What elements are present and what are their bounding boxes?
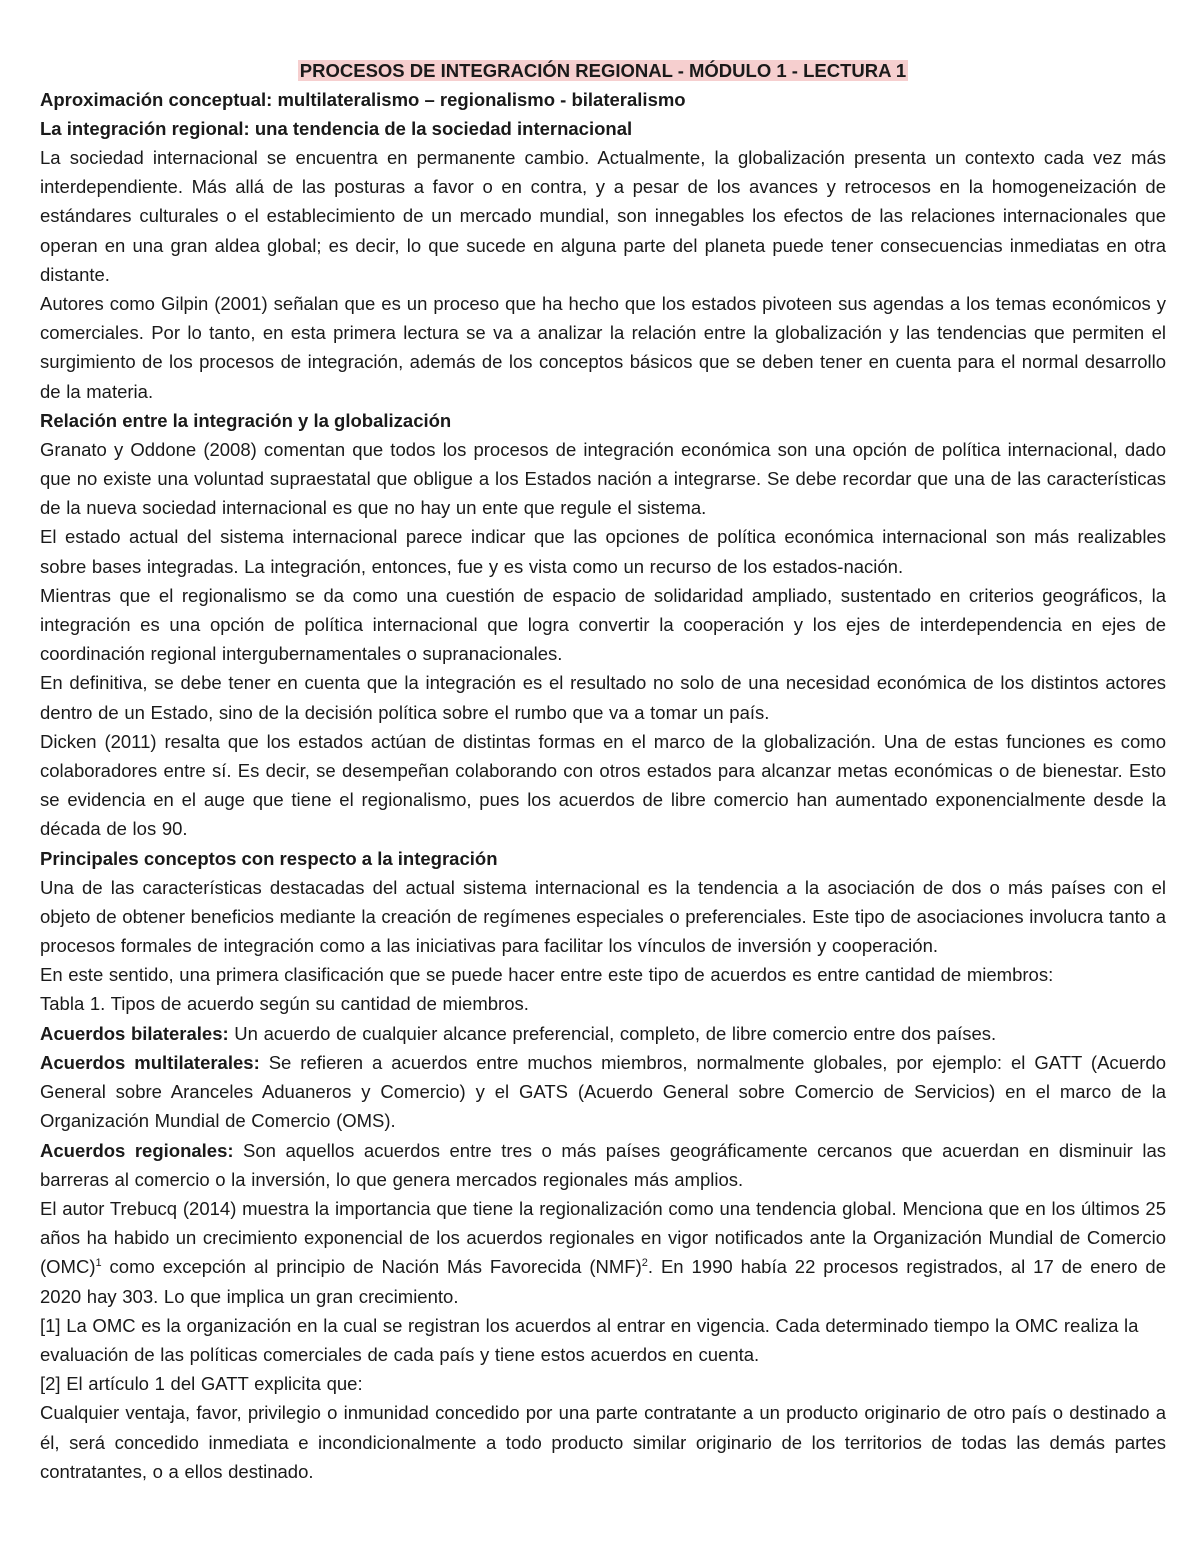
subtitle: Aproximación conceptual: multilateralismo – regionalismo - bilateralismo <box>40 89 686 110</box>
definition-text: Un acuerdo de cualquier alcance preferencial, completo, de libre comercio entre dos países. <box>228 1022 997 1044</box>
paragraph: Autores como Gilpin (2001) señalan que es un proceso que ha hecho que los estados pivoteen sus agendas a los temas económicos y comerciales. Por lo tanto, en esta primera lectura se va a analizar la relación entre la globalización y las tendencias que permiten el surgimiento de los procesos de integración, además de los conceptos básicos que se deben tener en cuenta para el normal desarrollo de la materia. <box>40 293 1166 402</box>
definition-term: Acuerdos multilaterales: <box>40 1051 260 1073</box>
definition-multilateral <box>40 1048 1166 1136</box>
definition-term: Acuerdos regionales: <box>40 1139 234 1161</box>
paragraph: Mientras que el regionalismo se da como una cuestión de espacio de solidaridad ampliado, sustentado en criterios geográficos, la integración es una opción de política internacional que logra convertir la cooperación y los ejes de interdependencia en ejes de coordinación regional intergubernamentales o supranacionales. <box>40 584 1166 665</box>
paragraph: Dicken (2011) resalta que los estados actúan de distintas formas en el marco de la globalización. Una de estas funciones es como colaboradores entre sí. Es decir, se desempeñan colaborando con otros estados para alcanzar metas económicas o de bienestar. Esto se evidencia en el auge que tiene el regionalismo, pues los acuerdos de libre comercio han aumentado exponencialmente desde la década de los 90. <box>40 730 1166 840</box>
section-heading-integration: La integración regional: una tendencia de la sociedad internacional <box>40 118 633 139</box>
definition-term: Acuerdos bilaterales: <box>40 1022 229 1044</box>
paragraph: El estado actual del sistema internacional parece indicar que las opciones de política económica internacional son más realizables sobre bases integradas. La integración, entonces, fue y es vista como un recurso de los estados-nación. <box>40 526 1166 577</box>
paragraph: Granato y Oddone (2008) comentan que todos los procesos de integración económica son una opción de política internacional, dado que no existe una voluntad supraestatal que obligue a los Estados nación a integrarse. Se debe recordar que una de las características de la nueva sociedad internacional es que no hay un ente que regule el sistema. <box>40 438 1166 519</box>
gatt-quote: Cualquier ventaja, favor, privilegio o inmunidad concedido por una parte contratante a un producto originario de otro país o destinado a él, será concedido inmediata e incondicionalmente a todo producto similar originario de los territorios de todas las demás partes contratantes, o a ellos destinado. <box>40 1402 1166 1482</box>
section-heading-concepts: Principales conceptos con respecto a la integración <box>40 847 498 869</box>
paragraph-trebucq <box>40 1194 1166 1311</box>
section-heading-globalization: Relación entre la integración y la globalización <box>40 409 452 431</box>
definition-text: Se refieren a acuerdos entre muchos miembros, normalmente globales, por ejemplo: el GATT (Acuerdo General sobre Aranceles Aduaneros y Comercio) y el GATS (Acuerdo General sobre Comercio de Servicios) en el marco de la Organización Mundial de Comercio (OMS). <box>40 1051 1166 1132</box>
definition-text: Son aquellos acuerdos entre tres o más países geográficamente cercanos que acuerdan en disminuir las barreras al comercio o la inversión, lo que genera mercados regionales más amplios. <box>40 1139 1167 1190</box>
text-run: como excepción al principio de Nación Más Favorecida (NMF) <box>101 1256 642 1278</box>
document-title <box>40 56 1166 85</box>
paragraph: En definitiva, se debe tener en cuenta que la integración es el resultado no solo de una necesidad económica de los distintos actores dentro de un Estado, sino de la decisión política sobre el rumbo que va a tomar un país. <box>40 672 1166 723</box>
definition-bilateral <box>40 1019 1166 1048</box>
footnote-ref-1: 1 <box>95 1257 102 1270</box>
table-caption: Tabla 1. Tipos de acuerdo según su cantidad de miembros. <box>40 993 529 1015</box>
text-run: El autor Trebucq (2014) muestra la importancia que tiene la regionalización como una tendencia global. Menciona que en los últimos 25 años ha habido un crecimiento exponencial de los acuerdos regionales en vigor notificados ante la Organización Mundial de Comercio (OMC) <box>40 1197 1166 1278</box>
footnote-1: [1] La OMC es la organización en la cual se registran los acuerdos al entrar en vigencia. Cada determinado tiempo la OMC realiza la evaluación de las políticas comerciales de cada país y tiene estos acuerdos en cuenta. <box>40 1314 1139 1365</box>
paragraph: Una de las características destacadas del actual sistema internacional es la tendencia a la asociación de dos o más países con el objeto de obtener beneficios mediante la creación de regímenes especiales o preferenciales. Este tipo de asociaciones involucra tanto a procesos formales de integración como a las iniciativas para facilitar los vínculos de inversión y cooperación. <box>40 876 1166 957</box>
title-highlight: PROCESOS DE INTEGRACIÓN REGIONAL - MÓDULO 1 - LECTURA 1 <box>299 60 907 81</box>
footnote-2: [2] El artículo 1 del GATT explicita que: <box>40 1373 363 1395</box>
definition-regional <box>40 1136 1166 1194</box>
text-run: . En 1990 había 22 procesos registrados, al 17 de enero de 2020 hay 303. Lo que implica un gran crecimiento. <box>40 1256 1166 1307</box>
footnote-ref-2: 2 <box>641 1257 648 1270</box>
paragraph: En este sentido, una primera clasificación que se puede hacer entre este tipo de acuerdos es entre cantidad de miembros: <box>40 964 1054 986</box>
paragraph: La sociedad internacional se encuentra en permanente cambio. Actualmente, la globalización presenta un contexto cada vez más interdependiente. Más allá de las posturas a favor o en contra, y a pesar de los avances y retrocesos en la homogeneización de estándares culturales o el establecimiento de un mercado mundial, son innegables los efectos de las relaciones internacionales que operan en una gran aldea global; es decir, lo que sucede en alguna parte del planeta puede tener consecuencias inmediatas en otra distante. <box>40 147 1166 285</box>
